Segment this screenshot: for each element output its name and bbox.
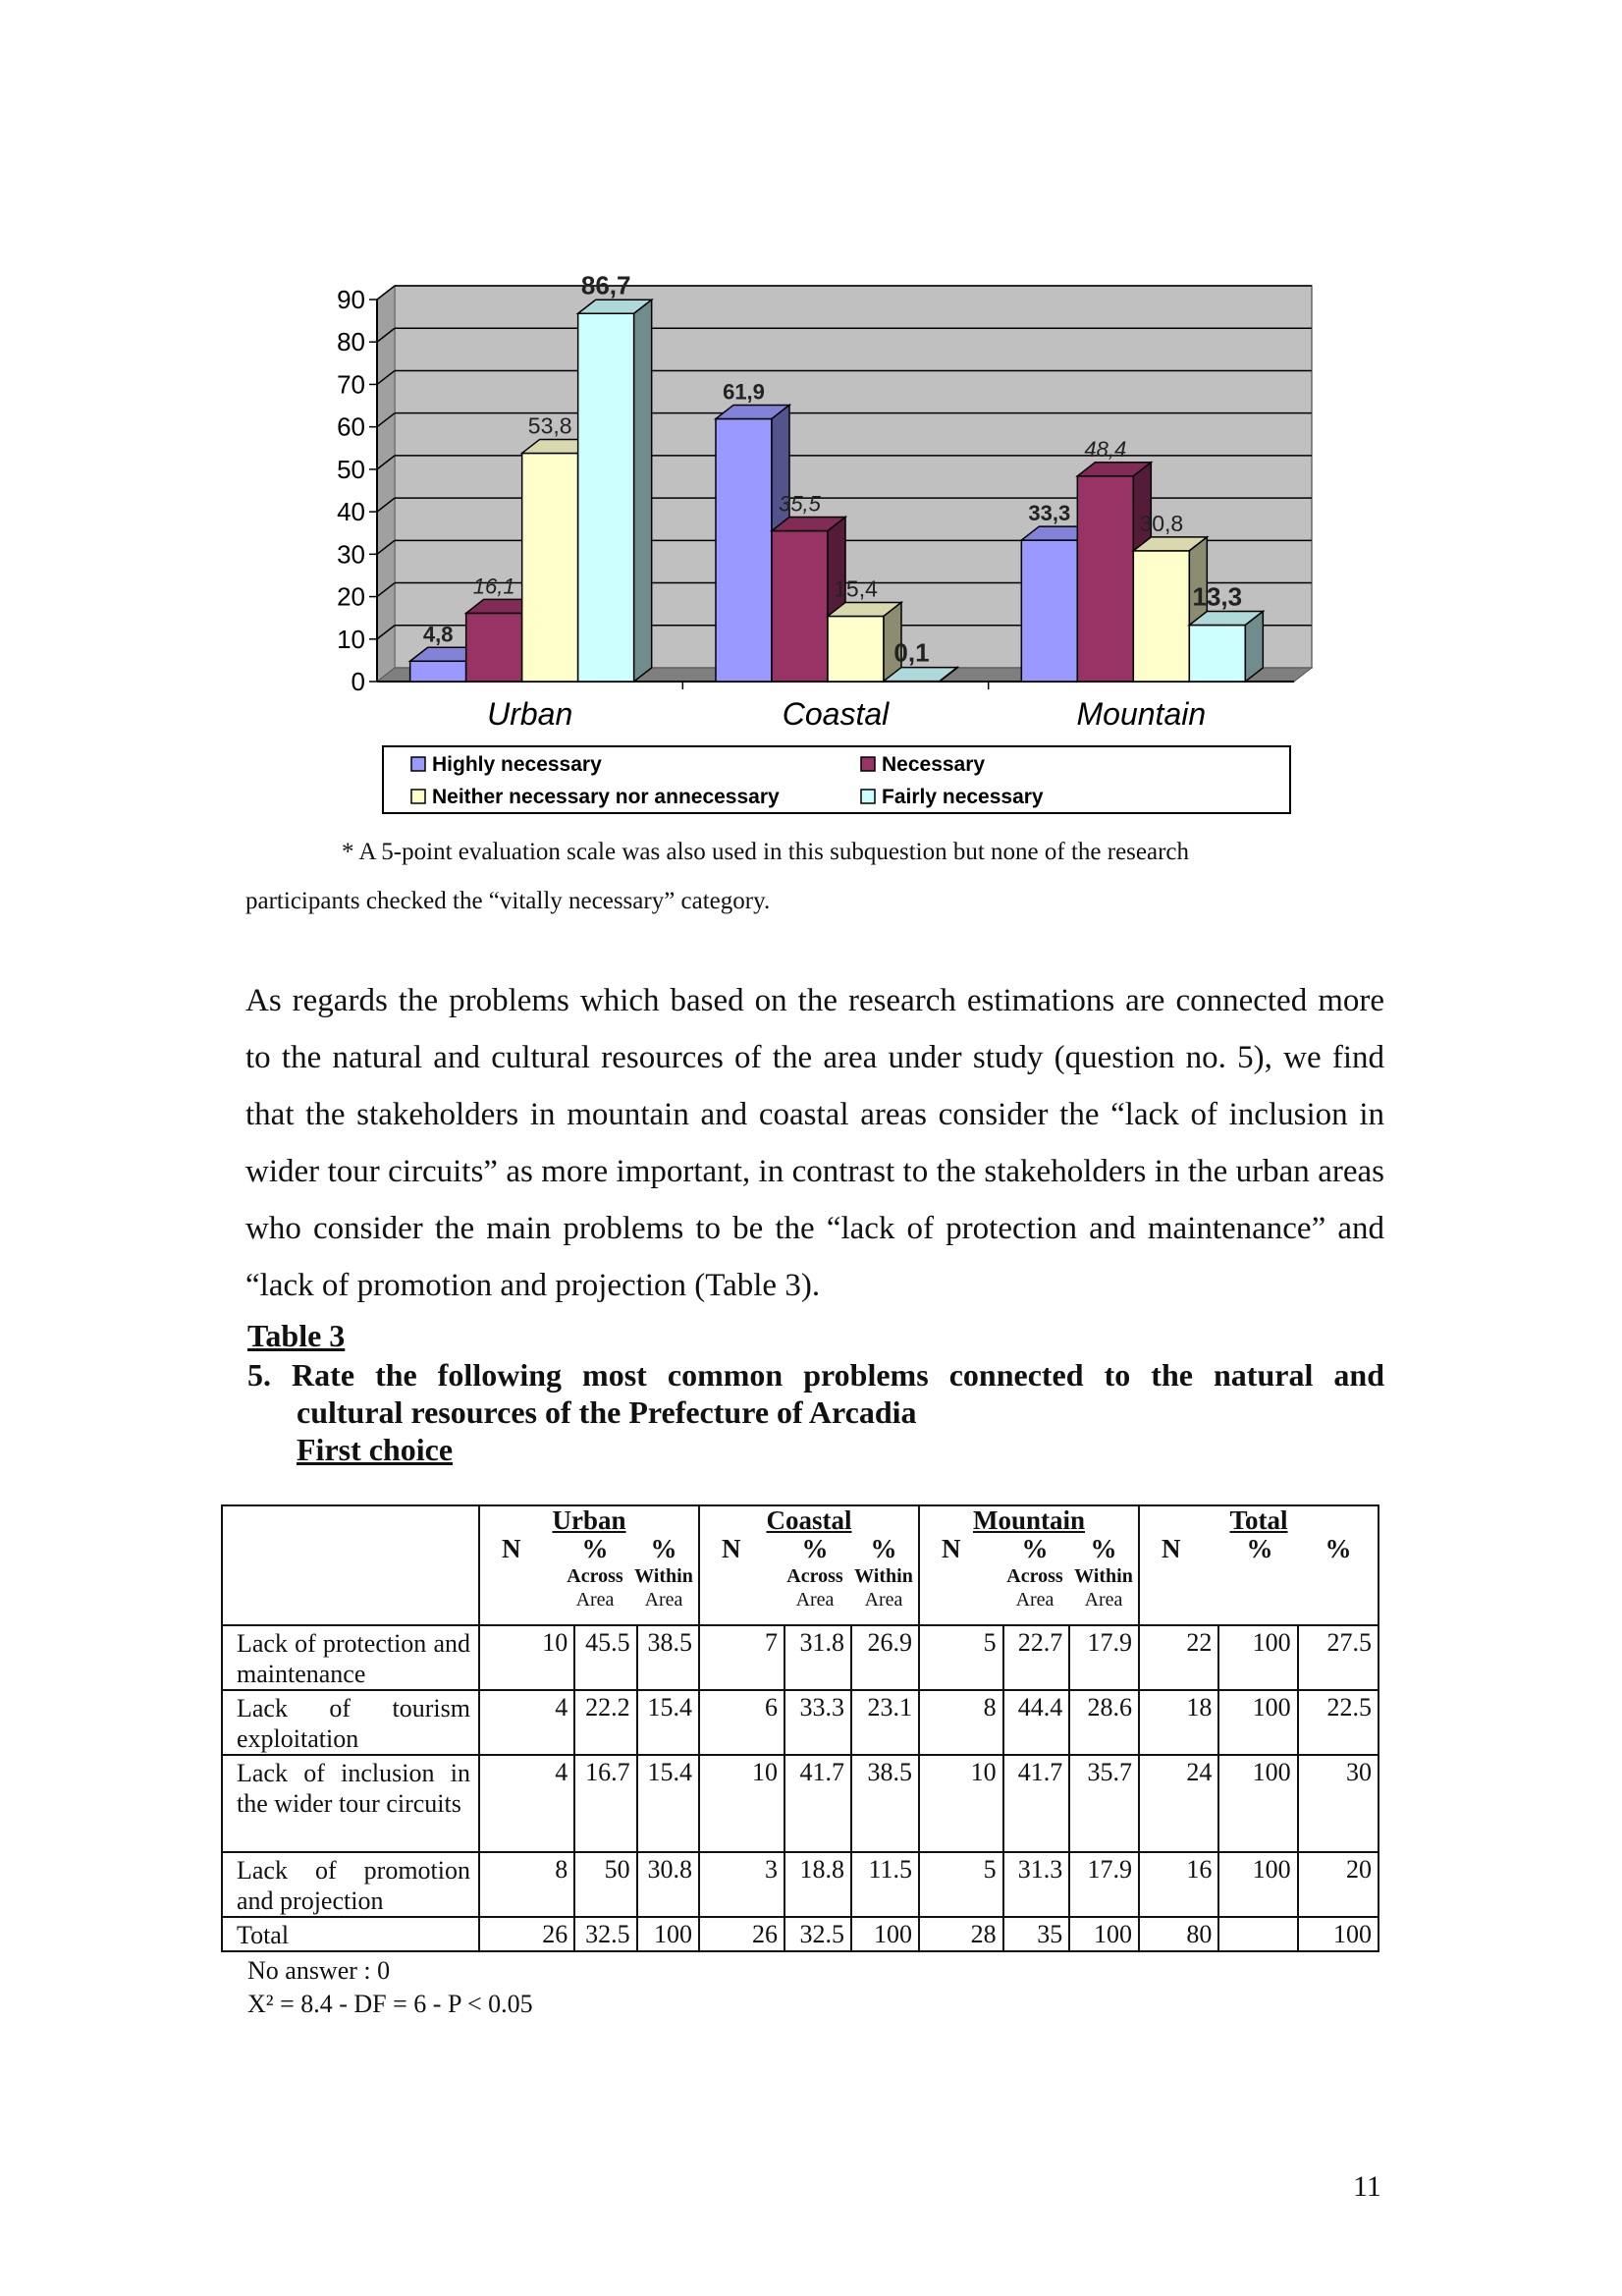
percent-header: %	[581, 1534, 609, 1563]
percent-header: %	[801, 1534, 829, 1563]
data-label: 15,4	[834, 575, 878, 602]
row-label: Lack of tourism exploitation	[222, 1690, 479, 1755]
legend-label: Fairly necessary	[882, 786, 1044, 808]
table-notes	[247, 1954, 533, 2021]
table-cell: 22.7	[1003, 1625, 1070, 1690]
header-group-urban	[479, 1505, 699, 1625]
table-cell: 32.5	[784, 1917, 851, 1951]
across-header: Across	[1006, 1565, 1063, 1587]
percent-header: %	[1325, 1534, 1352, 1563]
within-header: Within	[1074, 1565, 1133, 1587]
bar	[1021, 540, 1077, 682]
percent-header: %	[1246, 1534, 1273, 1563]
chart-footnote	[245, 828, 1384, 926]
bar	[578, 313, 634, 682]
y-tick-label: 20	[337, 581, 365, 612]
group-title: Urban	[552, 1505, 626, 1535]
bar-chart	[0, 0, 1622, 825]
table-row	[222, 1755, 1379, 1852]
data-label: 61,9	[723, 379, 765, 405]
area-header: Area	[644, 1589, 683, 1611]
y-tick-label: 40	[337, 497, 365, 527]
percent-header: %	[1090, 1534, 1117, 1563]
table-cell: 100	[1069, 1917, 1139, 1951]
data-label: 86,7	[580, 270, 631, 301]
table-cell: 16.7	[574, 1755, 636, 1852]
data-label: 13,3	[1192, 581, 1243, 612]
y-tick-label: 90	[337, 285, 365, 314]
question-heading	[247, 1356, 1384, 1468]
y-tick-label: 70	[337, 369, 365, 400]
table-cell: 10	[919, 1755, 1003, 1852]
y-tick-label: 0	[351, 667, 365, 696]
table-cell: 100	[1218, 1625, 1297, 1690]
table-cell: 100	[1218, 1852, 1297, 1917]
table-cell: 38.5	[851, 1755, 919, 1852]
page-number: 11	[1353, 2170, 1381, 2203]
legend-label: Necessary	[882, 753, 986, 776]
table-label: Table 3	[247, 1318, 346, 1353]
chart-side-wall	[377, 286, 395, 682]
table-cell: 22	[1139, 1625, 1218, 1690]
bar	[828, 616, 884, 682]
table-cell: 26.9	[851, 1625, 919, 1690]
table-cell: 38.5	[637, 1625, 699, 1690]
header-group-mountain	[919, 1505, 1139, 1625]
bar	[772, 531, 828, 682]
table-cell: 33.3	[784, 1690, 851, 1755]
chi-square-note: X² = 8.4 - DF = 6 - P < 0.05	[247, 1990, 533, 2018]
table-cell: 100	[637, 1917, 699, 1951]
header-blank-cell	[222, 1505, 479, 1625]
table-cell: 15.4	[637, 1755, 699, 1852]
group-title: Total	[1229, 1505, 1288, 1535]
table-cell: 28.6	[1069, 1690, 1139, 1755]
y-tick-label: 80	[337, 327, 365, 357]
table-cell: 26	[699, 1917, 784, 1951]
table-cell: 10	[699, 1755, 784, 1852]
n-header: N	[722, 1534, 741, 1563]
table-cell: 30	[1298, 1755, 1379, 1852]
x-category-label: Urban	[487, 696, 573, 732]
table-cell: 41.7	[784, 1755, 851, 1852]
header-group-total	[1139, 1505, 1379, 1625]
area-header: Area	[1015, 1589, 1054, 1611]
data-label: 0,1	[893, 637, 930, 668]
table-cell: 22.2	[574, 1690, 636, 1755]
header-group-coastal	[699, 1505, 919, 1625]
table-cell: 5	[919, 1625, 1003, 1690]
bar-side	[634, 300, 652, 682]
table-cell: 18	[1139, 1690, 1218, 1755]
group-title: Mountain	[972, 1505, 1086, 1535]
within-header: Within	[634, 1565, 693, 1587]
table-cell: 100	[1298, 1917, 1379, 1951]
table-cell: 31.8	[784, 1625, 851, 1690]
table-header-row	[222, 1505, 1379, 1625]
area-header: Area	[1084, 1589, 1123, 1611]
data-label: 53,8	[527, 412, 572, 439]
legend-swatch	[411, 757, 425, 771]
question-line-1: 5. Rate the following most common problems connected to the natural and	[247, 1357, 1384, 1393]
y-tick-label: 10	[337, 624, 365, 654]
data-label: 33,3	[1028, 501, 1071, 526]
table-cell: 30.8	[637, 1852, 699, 1917]
table-cell: 17.9	[1069, 1852, 1139, 1917]
bar	[410, 661, 466, 682]
table-cell	[1218, 1917, 1297, 1951]
table-cell: 23.1	[851, 1690, 919, 1755]
table-cell: 32.5	[574, 1917, 636, 1951]
percent-header: %	[870, 1534, 897, 1563]
question-line-3: First choice	[297, 1432, 454, 1467]
table-cell: 45.5	[574, 1625, 636, 1690]
table-cell: 24	[1139, 1755, 1218, 1852]
table-cell: 35.7	[1069, 1755, 1139, 1852]
area-header: Area	[795, 1589, 835, 1611]
legend-label: Highly necessary	[432, 753, 602, 776]
bar	[1133, 551, 1189, 682]
row-label: Lack of inclusion in the wider tour circuits	[222, 1755, 479, 1852]
table-cell: 7	[699, 1625, 784, 1690]
row-label: Total	[222, 1917, 479, 1951]
bar	[522, 453, 578, 682]
y-tick-label: 60	[337, 411, 365, 442]
table-cell: 50	[574, 1852, 636, 1917]
table-cell: 5	[919, 1852, 1003, 1917]
footnote-line-1: * A 5-point evaluation scale was also used in this subquestion but none of the research	[342, 839, 1190, 865]
table-cell: 44.4	[1003, 1690, 1070, 1755]
area-header: Area	[575, 1589, 615, 1611]
row-label: Lack of promotion and projection	[222, 1852, 479, 1917]
x-category-label: Coastal	[782, 696, 890, 732]
percent-header: %	[650, 1534, 677, 1563]
data-label: 30,8	[1139, 510, 1184, 536]
legend-swatch	[411, 790, 425, 803]
table-cell: 11.5	[851, 1852, 919, 1917]
table-cell: 16	[1139, 1852, 1218, 1917]
area-header: Area	[864, 1589, 903, 1611]
bar	[466, 613, 522, 682]
table-cell: 27.5	[1298, 1625, 1379, 1690]
table-cell: 22.5	[1298, 1690, 1379, 1755]
table-cell: 8	[919, 1690, 1003, 1755]
bar	[1189, 626, 1245, 682]
bar	[716, 418, 772, 682]
legend-swatch	[861, 790, 875, 803]
group-title: Coastal	[766, 1505, 852, 1535]
table-cell: 4	[479, 1690, 574, 1755]
table-cell: 100	[1218, 1755, 1297, 1852]
table-cell: 28	[919, 1917, 1003, 1951]
across-header: Across	[567, 1565, 623, 1587]
table-cell: 18.8	[784, 1852, 851, 1917]
table-cell: 4	[479, 1755, 574, 1852]
table-cell: 17.9	[1069, 1625, 1139, 1690]
data-label: 4,8	[422, 622, 454, 647]
no-answer-note: No answer : 0	[247, 1956, 391, 1985]
n-header: N	[942, 1534, 961, 1563]
table-row	[222, 1852, 1379, 1917]
body-paragraph: As regards the problems which based on the research estimations are connected more to the natural and cultural resources of the area under study (question no. 5), we find that the stakeholders in mountain and coastal areas consider the “lack of inclusion in wider tour circuits” as more important, in contrast to the stakeholders in the urban areas who consider the main problems to be the “lack of protection and maintenance” and “lack of promotion and projection (Table 3).	[245, 983, 1384, 1303]
table-cell: 41.7	[1003, 1755, 1070, 1852]
table-cell: 35	[1003, 1917, 1070, 1951]
table-cell: 6	[699, 1690, 784, 1755]
footnote-line-2: participants checked the “vitally necessary” category.	[245, 888, 771, 914]
row-label: Lack of protection and maintenance	[222, 1625, 479, 1690]
n-header: N	[1162, 1534, 1181, 1563]
table-row	[222, 1625, 1379, 1690]
data-label: 35,5	[779, 491, 821, 517]
data-label: 48,4	[1084, 436, 1127, 462]
table-cell: 8	[479, 1852, 574, 1917]
results-table	[221, 1504, 1379, 1952]
total-row	[222, 1917, 1379, 1951]
table-cell: 100	[851, 1917, 919, 1951]
table-cell: 26	[479, 1917, 574, 1951]
data-label: 16,1	[472, 574, 515, 599]
legend-swatch	[861, 757, 875, 771]
table-row	[222, 1690, 1379, 1755]
n-header: N	[502, 1534, 521, 1563]
table-cell: 100	[1218, 1690, 1297, 1755]
percent-header: %	[1021, 1534, 1049, 1563]
table-cell: 20	[1298, 1852, 1379, 1917]
table-cell: 10	[479, 1625, 574, 1690]
legend-label: Neither necessary nor annecessary	[432, 786, 780, 808]
question-line-2: cultural resources of the Prefecture of Arcadia	[297, 1394, 917, 1430]
table-cell: 3	[699, 1852, 784, 1917]
across-header: Across	[786, 1565, 843, 1587]
table-cell: 15.4	[637, 1690, 699, 1755]
table-cell: 80	[1139, 1917, 1218, 1951]
table-cell: 31.3	[1003, 1852, 1070, 1917]
x-category-label: Mountain	[1076, 696, 1207, 732]
within-header: Within	[854, 1565, 913, 1587]
y-tick-label: 30	[337, 539, 365, 570]
bar	[1077, 476, 1133, 682]
y-tick-label: 50	[337, 454, 365, 484]
